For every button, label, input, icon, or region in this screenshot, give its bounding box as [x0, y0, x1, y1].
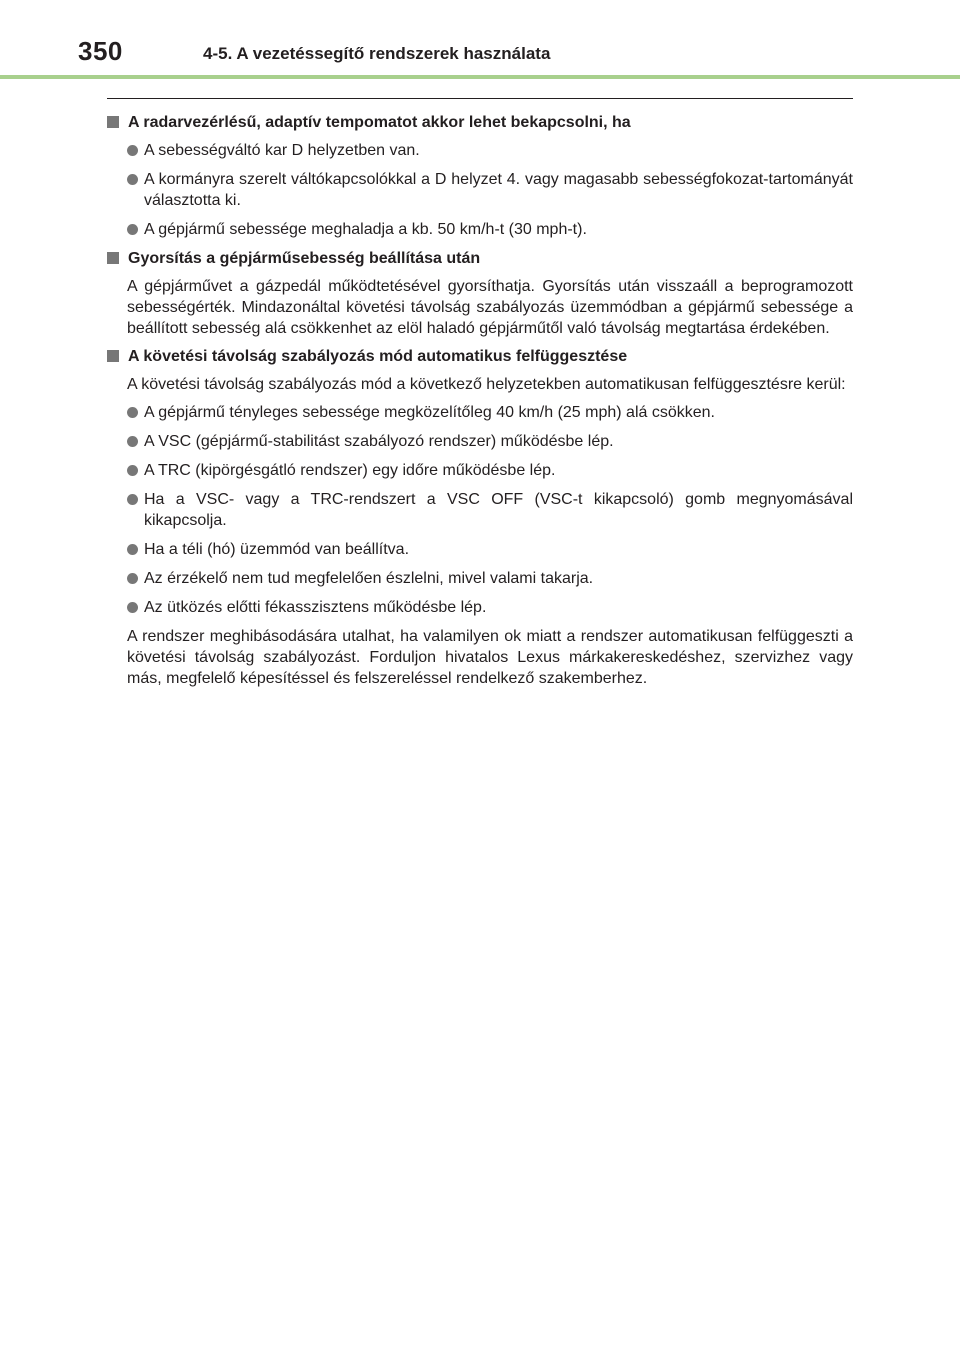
body-paragraph: A rendszer meghibásodására utalhat, ha valamilyen ok miatt a rendszer automatikusan felfüggeszti a követési távolság szabályozást. Forduljon hivatalos Lexus márkakereskedéshez, szervizhez vagy más, megfelelő képesítéssel és felszereléssel rendelkező szakemberhez.	[127, 628, 853, 687]
section-top-rule	[107, 98, 853, 99]
list-item	[107, 431, 853, 452]
list-item	[107, 597, 853, 618]
circle-bullet-icon	[127, 145, 138, 156]
list-item-text: A gépjármű tényleges sebessége megközelítőleg 40 km/h (25 mph) alá csökken.	[144, 404, 715, 421]
header-rule	[0, 75, 960, 79]
circle-bullet-icon	[127, 465, 138, 476]
list-item	[107, 402, 853, 423]
square-bullet-icon	[107, 116, 119, 128]
circle-bullet-icon	[127, 224, 138, 235]
page-number: 350	[78, 36, 123, 66]
list-item	[107, 219, 853, 240]
section-heading	[107, 248, 853, 269]
circle-bullet-icon	[127, 494, 138, 505]
list-item-text: Ha a téli (hó) üzemmód van beállítva.	[144, 541, 410, 558]
list-item-text: Ha a VSC- vagy a TRC-rendszert a VSC OFF (VSC-t kikapcsoló) gomb megnyomásával kikapcsolja.	[144, 491, 853, 529]
list-item-text: Az ütközés előtti fékasszisztens működésbe lép.	[144, 599, 487, 616]
list-item	[107, 489, 853, 531]
list-item	[107, 568, 853, 589]
circle-bullet-icon	[127, 407, 138, 418]
section-heading-text: A követési távolság szabályozás mód automatikus felfüggesztése	[128, 348, 628, 365]
page-content	[107, 112, 853, 696]
circle-bullet-icon	[127, 436, 138, 447]
list-item	[107, 169, 853, 211]
circle-bullet-icon	[127, 544, 138, 555]
list-item-text: A gépjármű sebessége meghaladja a kb. 50 km/h-t (30 mph-t).	[144, 221, 587, 238]
section-heading	[107, 112, 853, 133]
body-paragraph: A követési távolság szabályozás mód a következő helyzetekben automatikusan felfüggesztésre kerül:	[127, 376, 846, 393]
list-item	[107, 460, 853, 481]
circle-bullet-icon	[127, 602, 138, 613]
list-item-text: A VSC (gépjármű-stabilitást szabályozó rendszer) működésbe lép.	[144, 433, 614, 450]
list-item-text: A TRC (kipörgésgátló rendszer) egy időre működésbe lép.	[144, 462, 556, 479]
square-bullet-icon	[107, 252, 119, 264]
body-paragraph: A gépjárművet a gázpedál működtetésével gyorsíthatja. Gyorsítás után visszaáll a beprogramozott sebességérték. Mindazonáltal követési távolság szabályozás üzemmódban a gépjármű sebessége a beállított sebesség alá csökkenhet az elöl haladó gépjárműtől való távolság megtartása érdekében.	[127, 278, 853, 337]
list-item-text: Az érzékelő nem tud megfelelően észlelni, mivel valami takarja.	[144, 570, 594, 587]
list-item-text: A sebességváltó kar D helyzetben van.	[144, 142, 420, 159]
square-bullet-icon	[107, 350, 119, 362]
list-item-text: A kormányra szerelt váltókapcsolókkal a D helyzet 4. vagy magasabb sebességfokozat-tartományát választotta ki.	[144, 171, 853, 209]
section-heading	[107, 346, 853, 367]
circle-bullet-icon	[127, 174, 138, 185]
section-heading-text: A radarvezérlésű, adaptív tempomatot akkor lehet bekapcsolni, ha	[128, 114, 631, 131]
circle-bullet-icon	[127, 573, 138, 584]
chapter-title: 4-5. A vezetéssegítő rendszerek használata	[203, 44, 551, 63]
section-heading-text: Gyorsítás a gépjárműsebesség beállítása után	[128, 250, 481, 267]
page-header	[0, 0, 960, 80]
list-item	[107, 539, 853, 560]
list-item	[107, 140, 853, 161]
